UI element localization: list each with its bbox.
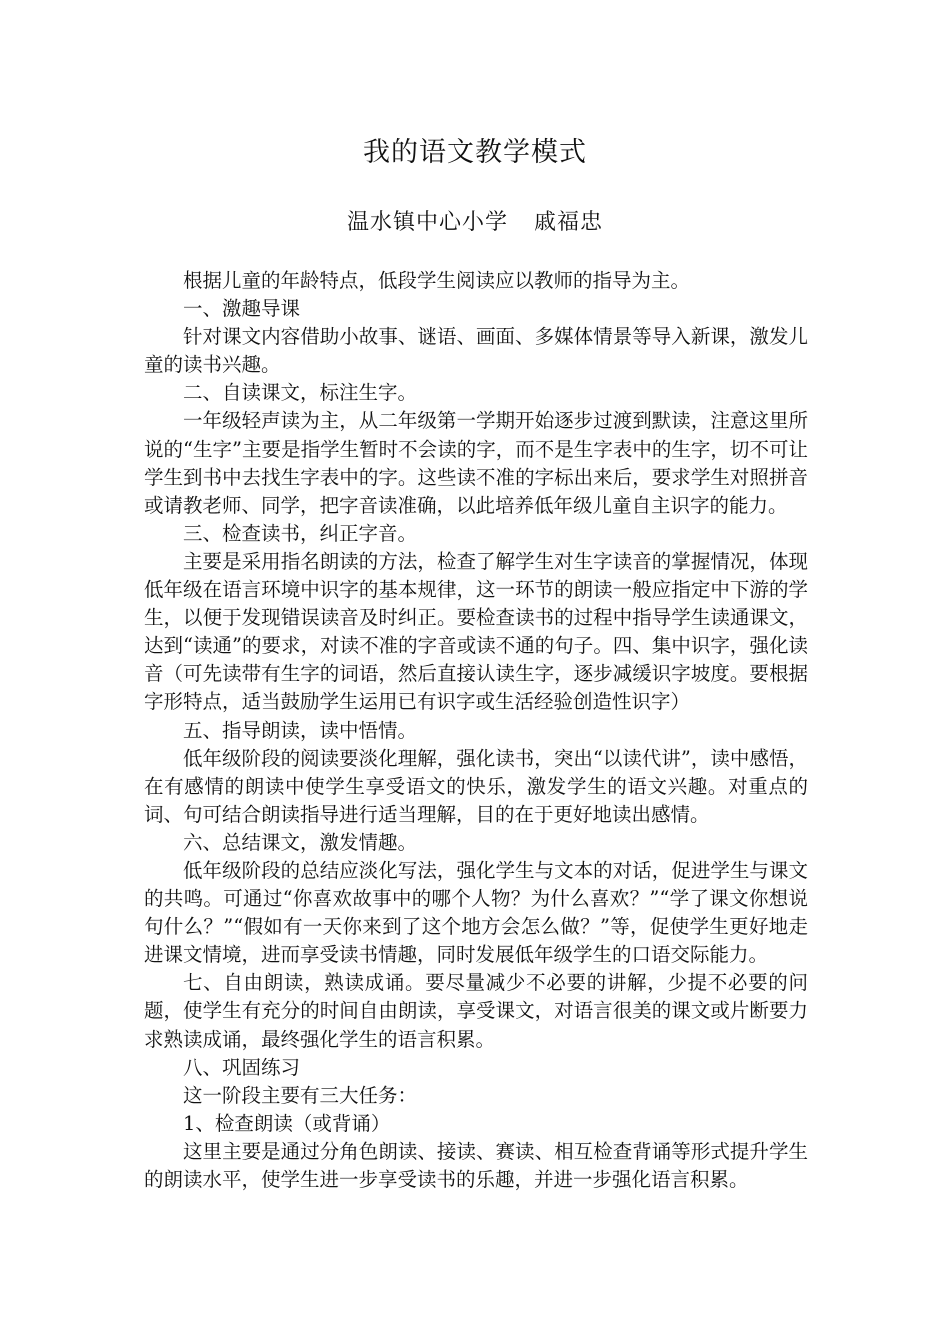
paragraph-2: 一年级轻声读为主，从二年级第一学期开始逐步过渡到默读，注意这里所说的“生字”主要是指学生暂时不会读的字，而不是生字表中的生字，切不可让学生到书中去找生字表中的字。这些读不准的字标出来后，要求学生对照拼音或请教老师、同学，把字音读准确，以此培养低年级儿童自主识字的能力。 [144,409,808,517]
subheading-8-1: 1、检查朗读（或背诵） [183,1111,391,1135]
paragraph-8-intro: 这一阶段主要有三大任务： [183,1083,418,1107]
paragraph-intro: 根据儿童的年龄特点，低段学生阅读应以教师的指导为主。 [183,269,691,292]
section-heading-5: 五、指导朗读，读中悟情。 [183,718,418,742]
paragraph-6: 低年级阶段的总结应淡化写法，强化学生与文本的对话，促进学生与课文的共鸣。可通过“你喜欢故事中的哪个人物？为什么喜欢？”“学了课文你想说句什么？”“假如有一天你来到了这个地方会怎么做？”等，促使学生更好地走进课文情境，进而享受读书情趣，同时发展低年级学生的口语交际能力。 [144,858,808,967]
section-7: 七、自由朗读，熟读成诵。要尽量减少不必要的讲解，少提不必要的问题，使学生有充分的时间自由朗读，享受课文，对语言很美的课文或片断要力求熟读成诵，最终强化学生的语言积累。 [144,971,808,1051]
author-name: 戚福忠 [534,210,604,235]
paragraph-3: 主要是采用指名朗读的方法，检查了解学生对生字读音的掌握情况，体现低年级在语言环境中识字的基本规律，这一环节的朗读一般应指定中下游的学生，以便于发现错误读音及时纠正。要检查读书的过程中指导学生读通课文，达到“读通”的要求，对读不准的字音或读不通的句子。四、集中识字，强化读音（可先读带有生字的词语，然后直接认读生字，逐步减缓识字坡度。要根据字形特点，适当鼓励学生运用已有识字或生活经验创造性识字） [144,549,808,714]
author-school: 温水镇中心小学 [346,210,508,235]
section-heading-1: 一、激趣导课 [183,297,301,321]
section-heading-3: 三、检查读书，纠正字音。 [183,521,418,545]
section-heading-8: 八、巩固练习 [183,1055,301,1079]
section-heading-2: 二、自读课文，标注生字。 [183,381,418,405]
paragraph-8-1: 这里主要是通过分角色朗读、接读、赛读、相互检查背诵等形式提升学生的朗读水平，使学生进一步享受读书的乐趣，并进一步强化语言积累。 [144,1139,808,1191]
author-line [0,205,950,236]
document-body [144,267,808,1194]
document-title: 我的语文教学模式 [363,137,587,168]
paragraph-1: 针对课文内容借助小故事、谜语、画面、多媒体情景等导入新课，激发儿童的读书兴趣。 [144,325,808,377]
paragraph-5: 低年级阶段的阅读要淡化理解，强化读书，突出“以读代讲”，读中感悟，在有感情的朗读中使学生享受语文的快乐，激发学生的语文兴趣。对重点的词、句可结合朗读指导进行适当理解，目的在于更好地读出感情。 [144,746,808,826]
section-heading-6: 六、总结课文，激发情趣。 [183,830,418,854]
